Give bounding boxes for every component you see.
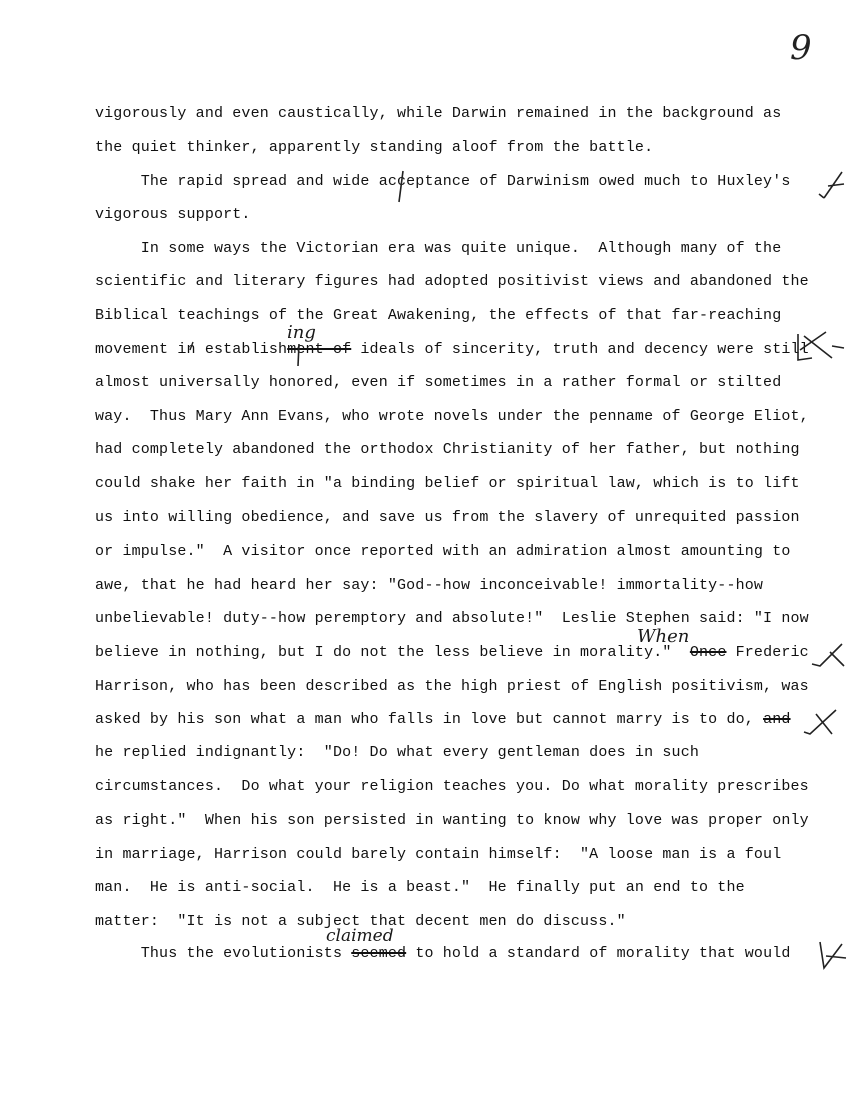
text-line: unbelievable! duty--how peremptory and absolute!" Leslie Stephen said: "I now — [95, 610, 809, 627]
margin-check-icon — [816, 168, 848, 202]
text-line: had completely abandoned the orthodox Christianity of her father, but nothing — [95, 441, 800, 458]
text-line: The rapid spread and wide acceptance of Darwinism owed much to Huxley's — [95, 173, 791, 190]
struck-text: and — [763, 711, 791, 728]
line-text: to hold a standard of morality that would — [406, 945, 791, 962]
text-line: or impulse." A visitor once reported with an admiration almost amounting to — [95, 543, 791, 560]
page-number: 9 — [790, 28, 812, 68]
text-line: could shake her faith in "a binding belief or spiritual law, which is to lift — [95, 475, 800, 492]
text-line: scientific and literary figures had adopted positivist views and abandoned the — [95, 273, 809, 290]
text-line: vigorous support. — [95, 206, 251, 223]
text-line: circumstances. Do what your religion teaches you. Do what morality prescribes — [95, 778, 809, 795]
text-line: way. Thus Mary Ann Evans, who wrote novels under the penname of George Eliot, — [95, 408, 809, 425]
handwritten-insert-ing: ing — [287, 322, 316, 343]
margin-check-icon — [800, 704, 846, 740]
text-line: us into willing obedience, and save us from the slavery of unrequited passion — [95, 509, 800, 526]
line-text: ideals of sincerity, truth and decency were still — [351, 341, 809, 358]
line-text: asked by his son what a man who falls in love but cannot marry is to do, — [95, 711, 764, 728]
text-line: vigorously and even caustically, while Darwin remained in the background as — [95, 105, 782, 122]
text-line: almost universally honored, even if sometimes in a rather formal or stilted — [95, 374, 782, 391]
text-line: in marriage, Harrison could barely contain himself: "A loose man is a foul — [95, 846, 782, 863]
insertion-tick-icon — [187, 340, 197, 352]
text-line: man. He is anti-social. He is a beast." He finally put an end to the — [95, 879, 745, 896]
line-text: movement in establish — [95, 341, 288, 358]
text-line: Harrison, who has been described as the high priest of English positivism, was — [95, 678, 809, 695]
text-line: matter: "It is not a subject that decent men do discuss." — [95, 913, 626, 930]
margin-check-icon — [816, 938, 848, 972]
handwritten-insert-when: When — [637, 626, 690, 647]
struck-text: Once — [689, 644, 727, 661]
insertion-caret-icon — [390, 168, 410, 206]
text-line: In some ways the Victorian era was quite unique. Although many of the — [95, 240, 782, 257]
edited-text-line — [95, 340, 809, 360]
line-text: Thus the evolutionists — [95, 945, 352, 962]
text-line: awe, that he had heard her say: "God--how inconceivable! immortality--how — [95, 577, 764, 594]
text-line: he replied indignantly: "Do! Do what every gentleman does in such — [95, 744, 699, 761]
handwritten-insert-claimed: claimed — [326, 926, 394, 946]
margin-check-icon — [808, 640, 848, 672]
struck-text: ment of — [287, 341, 352, 358]
margin-check-icon — [792, 324, 848, 364]
insertion-caret-icon — [290, 342, 310, 370]
text-line: as right." When his son persisted in wanting to know why love was proper only — [95, 812, 809, 829]
edited-text-line — [95, 944, 791, 964]
text-line: Biblical teachings of the Great Awakening, the effects of that far-reaching — [95, 307, 782, 324]
edited-text-line — [95, 643, 809, 663]
line-text: Frederic — [726, 644, 809, 661]
line-text: believe in nothing, but I do not the less believe in morality." — [95, 644, 690, 661]
text-line: the quiet thinker, apparently standing aloof from the battle. — [95, 139, 654, 156]
edited-text-line — [95, 710, 791, 730]
struck-text: seemed — [351, 945, 407, 962]
